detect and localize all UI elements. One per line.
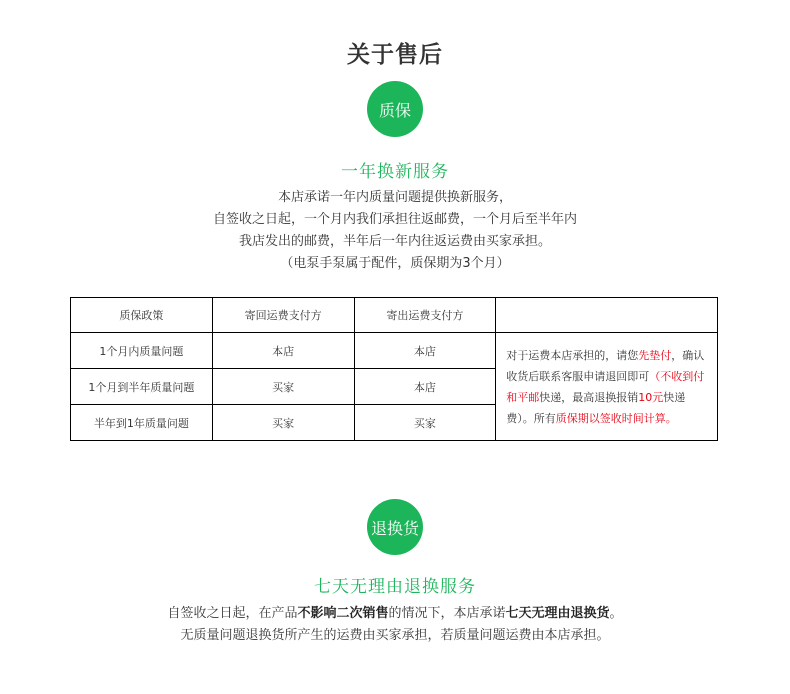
returns-bold-text: 七天无理由退换货 (505, 606, 610, 621)
note-highlight: 质保期以签收时间计算。 (555, 411, 677, 425)
page-title: 关于售后 (347, 42, 443, 68)
table-cell: 半年到1年质量问题 (71, 405, 213, 441)
returns-line: 无质量问题退换货所产生的运费由买家承担，若质量问题运费由本店承担。 (180, 628, 610, 643)
warranty-description (0, 187, 790, 275)
table-header-cell: 质保政策 (71, 298, 213, 333)
table-cell: 买家 (212, 405, 354, 441)
table-cell: 买家 (354, 405, 496, 441)
note-highlight: （不收到付和平邮 (506, 369, 705, 404)
table-cell: 本店 (354, 369, 496, 405)
table-cell: 本店 (354, 333, 496, 369)
returns-text: 的情况下，本店承诺 (388, 606, 506, 621)
note-text: ，确认收货后联系客服申请退回即可 (506, 348, 705, 383)
returns-description (0, 603, 790, 647)
returns-text: 自签收之日起，在产品 (167, 606, 298, 621)
warranty-badge: 质保 (367, 81, 423, 137)
returns-badge: 退换货 (367, 499, 423, 555)
warranty-heading: 一年换新服务 (341, 162, 449, 182)
warranty-line: 自签收之日起，一个月内我们承担往返邮费，一个月后至半年内 (212, 212, 577, 227)
shipping-note-cell (496, 333, 718, 441)
note-highlight: 10元 (638, 390, 664, 404)
returns-bold-text: 不影响二次销售 (297, 606, 389, 621)
note-highlight: 先垫付 (638, 348, 672, 362)
table-header-cell: 寄出运费支付方 (354, 298, 496, 333)
warranty-policy-table (70, 297, 718, 441)
note-text: 对于运费本店承担的，请您 (506, 348, 639, 362)
note-text: 快递费）。所有 (506, 390, 686, 425)
table-row (71, 333, 718, 369)
table-cell: 1个月到半年质量问题 (71, 369, 213, 405)
note-text: 快递，最高退换报销 (539, 390, 639, 404)
returns-line (0, 603, 790, 625)
warranty-line: （电泵手泵属于配件，质保期为3个月） (280, 256, 510, 271)
table-cell: 买家 (212, 369, 354, 405)
table-header-cell: 寄回运费支付方 (212, 298, 354, 333)
table-header-cell (496, 298, 718, 333)
warranty-line: 本店承诺一年内质量问题提供换新服务， (277, 190, 512, 205)
returns-heading: 七天无理由退换服务 (314, 577, 476, 597)
table-header-row (71, 298, 718, 333)
returns-text: 。 (609, 606, 623, 621)
table-cell: 本店 (212, 333, 354, 369)
table-cell: 1个月内质量问题 (71, 333, 213, 369)
warranty-line: 我店发出的邮费，半年后一年内往返运费由买家承担。 (238, 234, 551, 249)
